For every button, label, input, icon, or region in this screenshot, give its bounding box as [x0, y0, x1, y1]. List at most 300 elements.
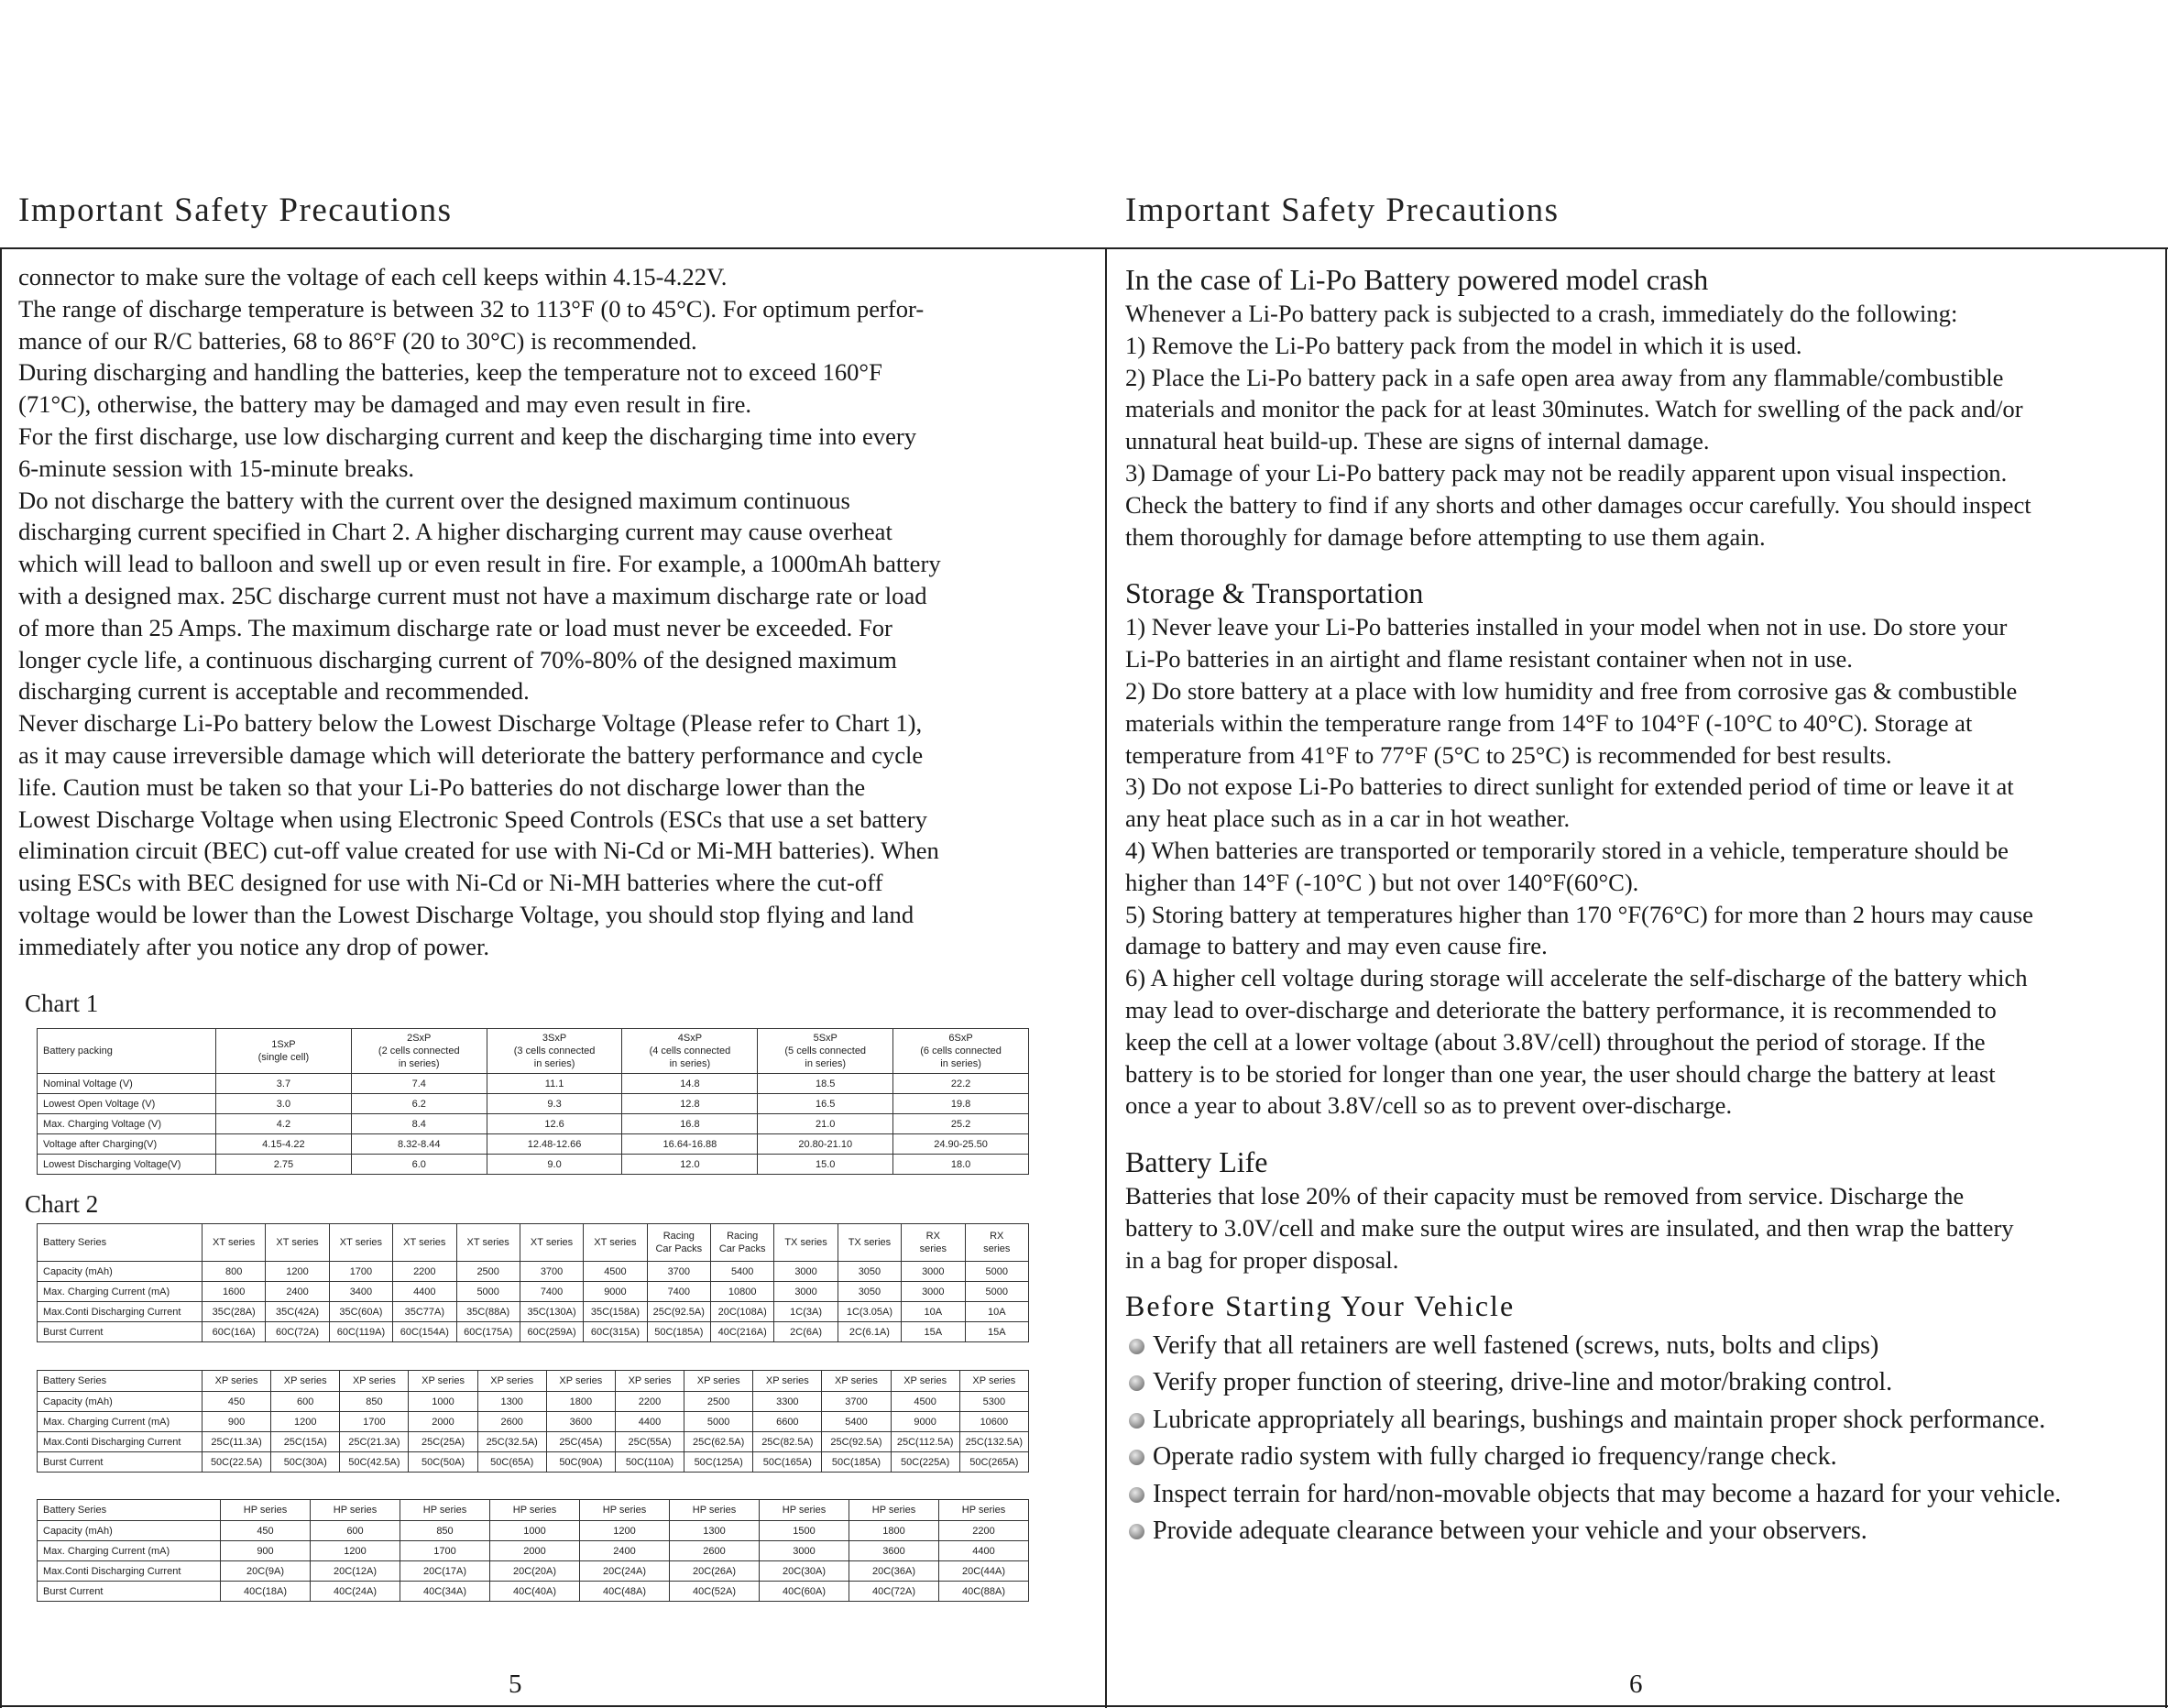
checklist-item: [1125, 1476, 2152, 1514]
paragraph-line: life. Caution must be taken so that your Li-Po batteries do not discharge lower than the: [18, 772, 866, 801]
table-header-cell: XT series: [520, 1224, 583, 1262]
table-cell: 1300: [477, 1392, 546, 1412]
table-header-cell: XP series: [409, 1371, 477, 1392]
table-cell: 25C(45A): [546, 1432, 615, 1452]
paragraph-line: 1) Remove the Li-Po battery pack from the model in which it is used.: [1125, 331, 1802, 359]
paragraph-line: 6) A higher cell voltage during storage will accelerate the self-discharge of the battery which: [1125, 964, 2028, 992]
table-header-cell: XP series: [477, 1371, 546, 1392]
chart2-hp-table: [37, 1499, 1029, 1602]
table-cell: 4.2: [216, 1114, 352, 1134]
paragraph-line: During discharging and handling the batteries, keep the temperature not to exceed 160°F: [18, 358, 882, 387]
table-cell: 10600: [959, 1412, 1028, 1432]
table-cell: 1200: [311, 1541, 400, 1561]
table-row: [38, 1432, 1029, 1452]
table-cell: 850: [400, 1521, 490, 1541]
frame-right-rule: [2165, 247, 2167, 1708]
storage-section-title: Storage & Transportation: [1125, 576, 1424, 610]
table-row: [38, 1582, 1029, 1602]
table-header-cell: HP series: [849, 1500, 939, 1521]
table-cell: 1800: [849, 1521, 939, 1541]
table-cell: 5000: [965, 1262, 1029, 1282]
table-row-label: Lowest Open Voltage (V): [38, 1094, 216, 1114]
table-cell: 35C(60A): [329, 1302, 392, 1322]
paragraph-line: longer cycle life, a continuous discharging current of 70%-80% of the designed maximum: [18, 645, 897, 673]
table-cell: 1700: [329, 1262, 392, 1282]
chart2-xt-table: [37, 1223, 1029, 1342]
life-section-body: [1125, 1180, 2152, 1276]
table-cell: 18.5: [758, 1074, 893, 1094]
table-header-cell: HP series: [400, 1500, 490, 1521]
paragraph-line: 1) Never leave your Li-Po batteries installed in your model when not in use. Do store your: [1125, 613, 2008, 641]
table-cell: 1700: [400, 1541, 490, 1561]
bullet-icon: [1129, 1413, 1144, 1429]
table-cell: 25C(32.5A): [477, 1432, 546, 1452]
table-cell: 40C(34A): [400, 1582, 490, 1602]
table-cell: 2600: [477, 1412, 546, 1432]
paragraph-line: damage to battery and may even cause fire.: [1125, 932, 1548, 960]
table-cell: 25C(112.5A): [891, 1432, 959, 1452]
table-header-cell: XP series: [684, 1371, 753, 1392]
table-cell: 11.1: [487, 1074, 622, 1094]
table-cell: 3000: [760, 1541, 849, 1561]
table-header-cell: XP series: [203, 1371, 271, 1392]
table-cell: 50C(185A): [647, 1322, 710, 1342]
bullet-icon: [1129, 1450, 1144, 1465]
table-cell: 40C(52A): [670, 1582, 760, 1602]
table-cell: 25C(92.5A): [647, 1302, 710, 1322]
table-cell: 3700: [520, 1262, 583, 1282]
table-cell: 20C(12A): [311, 1561, 400, 1582]
paragraph-line: Batteries that lose 20% of their capacity must be removed from service. Discharge the: [1125, 1182, 1965, 1210]
table-cell: 7400: [520, 1282, 583, 1302]
table-cell: 25C(21.3A): [340, 1432, 409, 1452]
checklist-item-text: Inspect terrain for hard/non-movable objects that may become a hazard for your vehicle.: [1153, 1479, 2062, 1508]
table-cell: 7.4: [351, 1074, 487, 1094]
table-header-cell: XP series: [753, 1371, 822, 1392]
paragraph-line: connector to make sure the voltage of each cell keeps within 4.15-4.22V.: [18, 263, 728, 290]
paragraph-line: using ESCs with BEC designed for use with Ni-Cd or Ni-MH batteries where the cut-off: [18, 869, 883, 897]
table-cell: 16.5: [758, 1094, 893, 1114]
paragraph-line: Never discharge Li-Po battery below the Lowest Discharge Voltage (Please refer to Chart 1),: [18, 709, 923, 738]
crash-section-body: [1125, 298, 2152, 553]
table-cell: 600: [311, 1521, 400, 1541]
bullet-icon: [1129, 1375, 1144, 1391]
table-cell: 2200: [615, 1392, 684, 1412]
table-cell: 1800: [546, 1392, 615, 1412]
table-cell: 25C(132.5A): [959, 1432, 1028, 1452]
table-cell: 1500: [760, 1521, 849, 1541]
table-cell: 10800: [711, 1282, 774, 1302]
table-header-cell: HP series: [490, 1500, 580, 1521]
checklist-item-text: Verify that all retainers are well fastened (screws, nuts, bolts and clips): [1153, 1330, 1879, 1360]
table-header-cell: 5SxP (5 cells connected in series): [758, 1029, 893, 1074]
table-cell: 3050: [838, 1282, 901, 1302]
table-cell: 20C(26A): [670, 1561, 760, 1582]
table-row: [38, 1282, 1029, 1302]
table-row-label: Max.Conti Discharging Current: [38, 1302, 203, 1322]
table-cell: 2200: [939, 1521, 1029, 1541]
table-row-label: Max.Conti Discharging Current: [38, 1561, 221, 1582]
table-cell: 20C(36A): [849, 1561, 939, 1582]
table-header-cell: XP series: [546, 1371, 615, 1392]
table-cell: 1000: [490, 1521, 580, 1541]
table-header-cell: TX series: [838, 1224, 901, 1262]
table-cell: 3600: [546, 1412, 615, 1432]
table-row: [38, 1134, 1029, 1155]
table-row: [38, 1412, 1029, 1432]
table-cell: 1000: [409, 1392, 477, 1412]
table-cell: 800: [203, 1262, 266, 1282]
table-cell: 2500: [456, 1262, 520, 1282]
table-row-label: Battery Series: [38, 1371, 203, 1392]
table-cell: 4400: [939, 1541, 1029, 1561]
table-row-label: Battery packing: [38, 1029, 216, 1074]
table-cell: 40C(24A): [311, 1582, 400, 1602]
paragraph-line: them thoroughly for damage before attempting to use them again.: [1125, 522, 1766, 551]
frame-top-rule: [0, 247, 2168, 249]
table-row: [38, 1155, 1029, 1175]
table-cell: 1200: [266, 1262, 329, 1282]
paragraph-line: immediately after you notice any drop of power.: [18, 932, 489, 960]
table-cell: 2C(6.1A): [838, 1322, 901, 1342]
page-title-right: Important Safety Precautions: [1125, 192, 1560, 229]
table-row-label: Nominal Voltage (V): [38, 1074, 216, 1094]
table-cell: 7400: [647, 1282, 710, 1302]
table-cell: 24.90-25.50: [893, 1134, 1029, 1155]
table-cell: 1C(3.05A): [838, 1302, 901, 1322]
table-cell: 6.0: [351, 1155, 487, 1175]
right-body-text: [1125, 261, 2152, 1550]
life-section-title: Battery Life: [1125, 1145, 1268, 1179]
table-row-label: Burst Current: [38, 1322, 203, 1342]
table-row: [38, 1262, 1029, 1282]
table-cell: 10A: [902, 1302, 965, 1322]
table-cell: 9000: [584, 1282, 647, 1302]
table-cell: 19.8: [893, 1094, 1029, 1114]
table-cell: 4500: [584, 1262, 647, 1282]
table-cell: 10A: [965, 1302, 1029, 1322]
table-header-cell: HP series: [670, 1500, 760, 1521]
table-row-label: Voltage after Charging(V): [38, 1134, 216, 1155]
chart2-xp-table: [37, 1370, 1029, 1473]
table-row-label: Capacity (mAh): [38, 1521, 221, 1541]
table-cell: 60C(259A): [520, 1322, 583, 1342]
table-cell: 4500: [891, 1392, 959, 1412]
table-cell: 12.0: [622, 1155, 758, 1175]
checklist-item: [1125, 1328, 2152, 1365]
left-body-text: [18, 261, 1072, 963]
table-cell: 60C(119A): [329, 1322, 392, 1342]
paragraph-line: 5) Storing battery at temperatures higher than 170 °F(76°C) for more than 2 hours may cause: [1125, 900, 2033, 928]
table-row-label: Burst Current: [38, 1582, 221, 1602]
page-number-right: 6: [1629, 1670, 1643, 1699]
table-cell: 60C(72A): [266, 1322, 329, 1342]
table-cell: 35C(42A): [266, 1302, 329, 1322]
table-header-cell: XT series: [584, 1224, 647, 1262]
table-cell: 2C(6A): [774, 1322, 838, 1342]
table-cell: 15A: [965, 1322, 1029, 1342]
paragraph-line: materials within the temperature range from 14°F to 104°F (-10°C to 40°C). Storage at: [1125, 708, 1973, 737]
paragraph-line: Li-Po batteries in an airtight and flame resistant container when not in use.: [1125, 645, 1853, 673]
table-cell: 3300: [753, 1392, 822, 1412]
table-row-label: Capacity (mAh): [38, 1392, 203, 1412]
paragraph-line: voltage would be lower than the Lowest Discharge Voltage, you should stop flying and land: [18, 900, 914, 928]
paragraph-line: Whenever a Li-Po battery pack is subjected to a crash, immediately do the following:: [1125, 300, 1958, 327]
table-cell: 20.80-21.10: [758, 1134, 893, 1155]
storage-section-body: [1125, 611, 2152, 1122]
table-cell: 8.4: [351, 1114, 487, 1134]
table-cell: 25C(82.5A): [753, 1432, 822, 1452]
table-header-cell: HP series: [760, 1500, 849, 1521]
table-row: [38, 1114, 1029, 1134]
table-header-cell: 3SxP (3 cells connected in series): [487, 1029, 622, 1074]
table-header-cell: HP series: [221, 1500, 311, 1521]
table-header-cell: XT series: [203, 1224, 266, 1262]
table-cell: 3000: [774, 1262, 838, 1282]
paragraph-line: keep the cell at a lower voltage (about 3.8V/cell) throughout the period of storage. If the: [1125, 1027, 1986, 1056]
table-cell: 12.48-12.66: [487, 1134, 622, 1155]
table-cell: 8.32-8.44: [351, 1134, 487, 1155]
table-cell: 5300: [959, 1392, 1028, 1412]
table-cell: 12.6: [487, 1114, 622, 1134]
table-cell: 2.75: [216, 1155, 352, 1175]
paragraph-line: which will lead to balloon and swell up or even result in fire. For example, a 1000mAh battery: [18, 550, 941, 578]
table-header-cell: XT series: [329, 1224, 392, 1262]
table-row-label: Capacity (mAh): [38, 1262, 203, 1282]
table-cell: 40C(40A): [490, 1582, 580, 1602]
table-header-cell: XP series: [615, 1371, 684, 1392]
table-header-cell: Racing Car Packs: [647, 1224, 710, 1262]
table-cell: 35C(158A): [584, 1302, 647, 1322]
table-cell: 5000: [684, 1412, 753, 1432]
table-cell: 3000: [902, 1262, 965, 1282]
table-header-cell: RX series: [965, 1224, 1029, 1262]
paragraph-line: in a bag for proper disposal.: [1125, 1245, 1399, 1274]
table-cell: 60C(315A): [584, 1322, 647, 1342]
paragraph-line: Do not discharge the battery with the current over the designed maximum continuous: [18, 486, 850, 514]
table-cell: 2200: [393, 1262, 456, 1282]
table-cell: 900: [203, 1412, 271, 1432]
paragraph-line: battery to 3.0V/cell and make sure the output wires are insulated, and then wrap the battery: [1125, 1213, 2014, 1242]
table-cell: 3700: [822, 1392, 891, 1412]
table-cell: 9000: [891, 1412, 959, 1432]
table-header-cell: XP series: [959, 1371, 1028, 1392]
bullet-icon: [1129, 1339, 1144, 1354]
checklist-item: [1125, 1402, 2152, 1440]
table-header-cell: XP series: [340, 1371, 409, 1392]
table-cell: 50C(42.5A): [340, 1452, 409, 1473]
table-cell: 50C(225A): [891, 1452, 959, 1473]
table-header-cell: 6SxP (6 cells connected in series): [893, 1029, 1029, 1074]
table-cell: 450: [203, 1392, 271, 1412]
paragraph-line: 3) Damage of your Li-Po battery pack may not be readily apparent upon visual inspection.: [1125, 458, 2008, 487]
chart1-label: Chart 1: [25, 990, 99, 1017]
table-cell: 5400: [822, 1412, 891, 1432]
table-row: [38, 1094, 1029, 1114]
table-row: [38, 1541, 1029, 1561]
table-header-cell: XT series: [393, 1224, 456, 1262]
table-cell: 6600: [753, 1412, 822, 1432]
table-cell: 5000: [965, 1282, 1029, 1302]
table-cell: 35C77A): [393, 1302, 456, 1322]
table-cell: 25.2: [893, 1114, 1029, 1134]
table-cell: 15.0: [758, 1155, 893, 1175]
table-cell: 2000: [490, 1541, 580, 1561]
paragraph-line: discharging current specified in Chart 2. A higher discharging current may cause overheat: [18, 518, 892, 546]
bullet-icon: [1129, 1524, 1144, 1539]
page-title-left: Important Safety Precautions: [18, 192, 453, 229]
table-cell: 20C(24A): [580, 1561, 670, 1582]
table-row-label: Max. Charging Current (mA): [38, 1412, 203, 1432]
paragraph-line: discharging current is acceptable and recommended.: [18, 677, 530, 706]
table-header-cell: XP series: [891, 1371, 959, 1392]
table-cell: 3600: [849, 1541, 939, 1561]
paragraph-line: 3) Do not expose Li-Po batteries to direct sunlight for extended period of time or leave it at: [1125, 772, 2014, 801]
table-cell: 2000: [409, 1412, 477, 1432]
paragraph-line: 2) Place the Li-Po battery pack in a safe open area away from any flammable/combustible: [1125, 363, 2004, 391]
table-header-cell: HP series: [311, 1500, 400, 1521]
table-row: [38, 1521, 1029, 1541]
table-cell: 1200: [271, 1412, 340, 1432]
table-cell: 50C(110A): [615, 1452, 684, 1473]
paragraph-line: 6-minute session with 15-minute breaks.: [18, 454, 415, 482]
paragraph-line: mance of our R/C batteries, 68 to 86°F (20 to 30°C) is recommended.: [18, 326, 697, 355]
checklist-item-text: Lubricate appropriately all bearings, bushings and maintain proper shock performance.: [1153, 1405, 2046, 1434]
table-cell: 1200: [580, 1521, 670, 1541]
table-cell: 40C(18A): [221, 1582, 311, 1602]
table-cell: 5000: [456, 1282, 520, 1302]
table-header-cell: XP series: [822, 1371, 891, 1392]
table-cell: 16.64-16.88: [622, 1134, 758, 1155]
table-cell: 40C(88A): [939, 1582, 1029, 1602]
checklist-item-text: Verify proper function of steering, drive-line and motor/braking control.: [1153, 1368, 1893, 1397]
paragraph-line: materials and monitor the pack for at least 30minutes. Watch for swelling of the pack and/or: [1125, 395, 2023, 423]
table-header-cell: Racing Car Packs: [711, 1224, 774, 1262]
paragraph-line: Check the battery to find if any shorts and other damages occur carefully. You should inspect: [1125, 490, 2031, 519]
paragraph-line: as it may cause irreversible damage which will deteriorate the battery performance and cycle: [18, 740, 924, 769]
table-cell: 20C(108A): [711, 1302, 774, 1322]
table-row: [38, 1302, 1029, 1322]
table-cell: 3000: [902, 1282, 965, 1302]
paragraph-line: with a designed max. 25C discharge current must not have a maximum discharge rate or load: [18, 581, 927, 609]
table-row-label: Max. Charging Voltage (V): [38, 1114, 216, 1134]
table-cell: 20C(30A): [760, 1561, 849, 1582]
table-row-label: Max. Charging Current (mA): [38, 1541, 221, 1561]
paragraph-line: may lead to over-discharge and deteriorate the battery performance, it is recommended to: [1125, 995, 1997, 1024]
before-section-title: Before Starting Your Vehicle: [1125, 1288, 1516, 1322]
frame-bottom-rule: [0, 1705, 2168, 1707]
page-number-left: 5: [509, 1670, 522, 1699]
paragraph-line: of more than 25 Amps. The maximum discharge rate or load must never be exceeded. For: [18, 613, 892, 641]
table-cell: 600: [271, 1392, 340, 1412]
table-header-cell: HP series: [580, 1500, 670, 1521]
table-cell: 9.3: [487, 1094, 622, 1114]
table-cell: 2500: [684, 1392, 753, 1412]
table-cell: 60C(154A): [393, 1322, 456, 1342]
paragraph-line: elimination circuit (BEC) cut-off value created for use with Ni-Cd or Mi-MH batteries). When: [18, 837, 939, 865]
table-cell: 5400: [711, 1262, 774, 1282]
table-row: [38, 1074, 1029, 1094]
paragraph-line: For the first discharge, use low discharging current and keep the discharging time into every: [18, 422, 917, 450]
table-cell: 50C(65A): [477, 1452, 546, 1473]
table-cell: 60C(175A): [456, 1322, 520, 1342]
checklist-item: [1125, 1513, 2152, 1550]
table-row-label: Battery Series: [38, 1224, 203, 1262]
table-cell: 50C(185A): [822, 1452, 891, 1473]
table-row-label: Burst Current: [38, 1452, 203, 1473]
frame-center-rule: [1105, 247, 1107, 1708]
table-header-cell: 4SxP (4 cells connected in series): [622, 1029, 758, 1074]
table-cell: 18.0: [893, 1155, 1029, 1175]
table-cell: 1600: [203, 1282, 266, 1302]
table-cell: 4400: [615, 1412, 684, 1432]
table-cell: 60C(16A): [203, 1322, 266, 1342]
table-cell: 50C(50A): [409, 1452, 477, 1473]
table-cell: 3400: [329, 1282, 392, 1302]
frame-left-rule: [0, 247, 2, 1708]
table-cell: 50C(90A): [546, 1452, 615, 1473]
table-row: [38, 1392, 1029, 1412]
table-cell: 2400: [266, 1282, 329, 1302]
table-header-cell: 1SxP (single cell): [216, 1029, 352, 1074]
table-cell: 50C(165A): [753, 1452, 822, 1473]
table-cell: 15A: [902, 1322, 965, 1342]
paragraph-line: 2) Do store battery at a place with low humidity and free from corrosive gas & combustible: [1125, 676, 2018, 705]
table-cell: 900: [221, 1541, 311, 1561]
table-cell: 6.2: [351, 1094, 487, 1114]
table-cell: 1C(3A): [774, 1302, 838, 1322]
table-cell: 3.7: [216, 1074, 352, 1094]
table-cell: 40C(216A): [711, 1322, 774, 1342]
table-cell: 40C(72A): [849, 1582, 939, 1602]
table-cell: 16.8: [622, 1114, 758, 1134]
table-cell: 35C(88A): [456, 1302, 520, 1322]
table-cell: 3000: [774, 1282, 838, 1302]
table-cell: 50C(265A): [959, 1452, 1028, 1473]
table-cell: 20C(44A): [939, 1561, 1029, 1582]
paragraph-line: any heat place such as in a car in hot weather.: [1125, 805, 1571, 833]
paragraph-line: unnatural heat build-up. These are signs of internal damage.: [1125, 427, 1710, 455]
table-cell: 20C(20A): [490, 1561, 580, 1582]
table-cell: 9.0: [487, 1155, 622, 1175]
checklist-item: [1125, 1364, 2152, 1402]
table-cell: 40C(48A): [580, 1582, 670, 1602]
table-header-cell: TX series: [774, 1224, 838, 1262]
table-cell: 4400: [393, 1282, 456, 1302]
paragraph-line: 4) When batteries are transported or temporarily stored in a vehicle, temperature should be: [1125, 836, 2009, 864]
table-cell: 40C(60A): [760, 1582, 849, 1602]
table-cell: 25C(15A): [271, 1432, 340, 1452]
table-cell: 2400: [580, 1541, 670, 1561]
table-cell: 25C(25A): [409, 1432, 477, 1452]
table-cell: 1700: [340, 1412, 409, 1432]
paragraph-line: Lowest Discharge Voltage when using Electronic Speed Controls (ESCs that use a set battery: [18, 805, 927, 833]
paragraph-line: The range of discharge temperature is between 32 to 113°F (0 to 45°C). For optimum perfor-: [18, 294, 925, 323]
table-cell: 25C(55A): [615, 1432, 684, 1452]
table-cell: 20C(17A): [400, 1561, 490, 1582]
table-cell: 25C(92.5A): [822, 1432, 891, 1452]
table-row-label: Max. Charging Current (mA): [38, 1282, 203, 1302]
chart2-label: Chart 2: [25, 1190, 99, 1218]
table-cell: 50C(125A): [684, 1452, 753, 1473]
table-header-cell: RX series: [902, 1224, 965, 1262]
chart1-table: [37, 1028, 1029, 1175]
table-header-cell: XT series: [266, 1224, 329, 1262]
table-header-cell: XP series: [271, 1371, 340, 1392]
table-header-cell: HP series: [939, 1500, 1029, 1521]
table-row-label: Max.Conti Discharging Current: [38, 1432, 203, 1452]
table-cell: 22.2: [893, 1074, 1029, 1094]
